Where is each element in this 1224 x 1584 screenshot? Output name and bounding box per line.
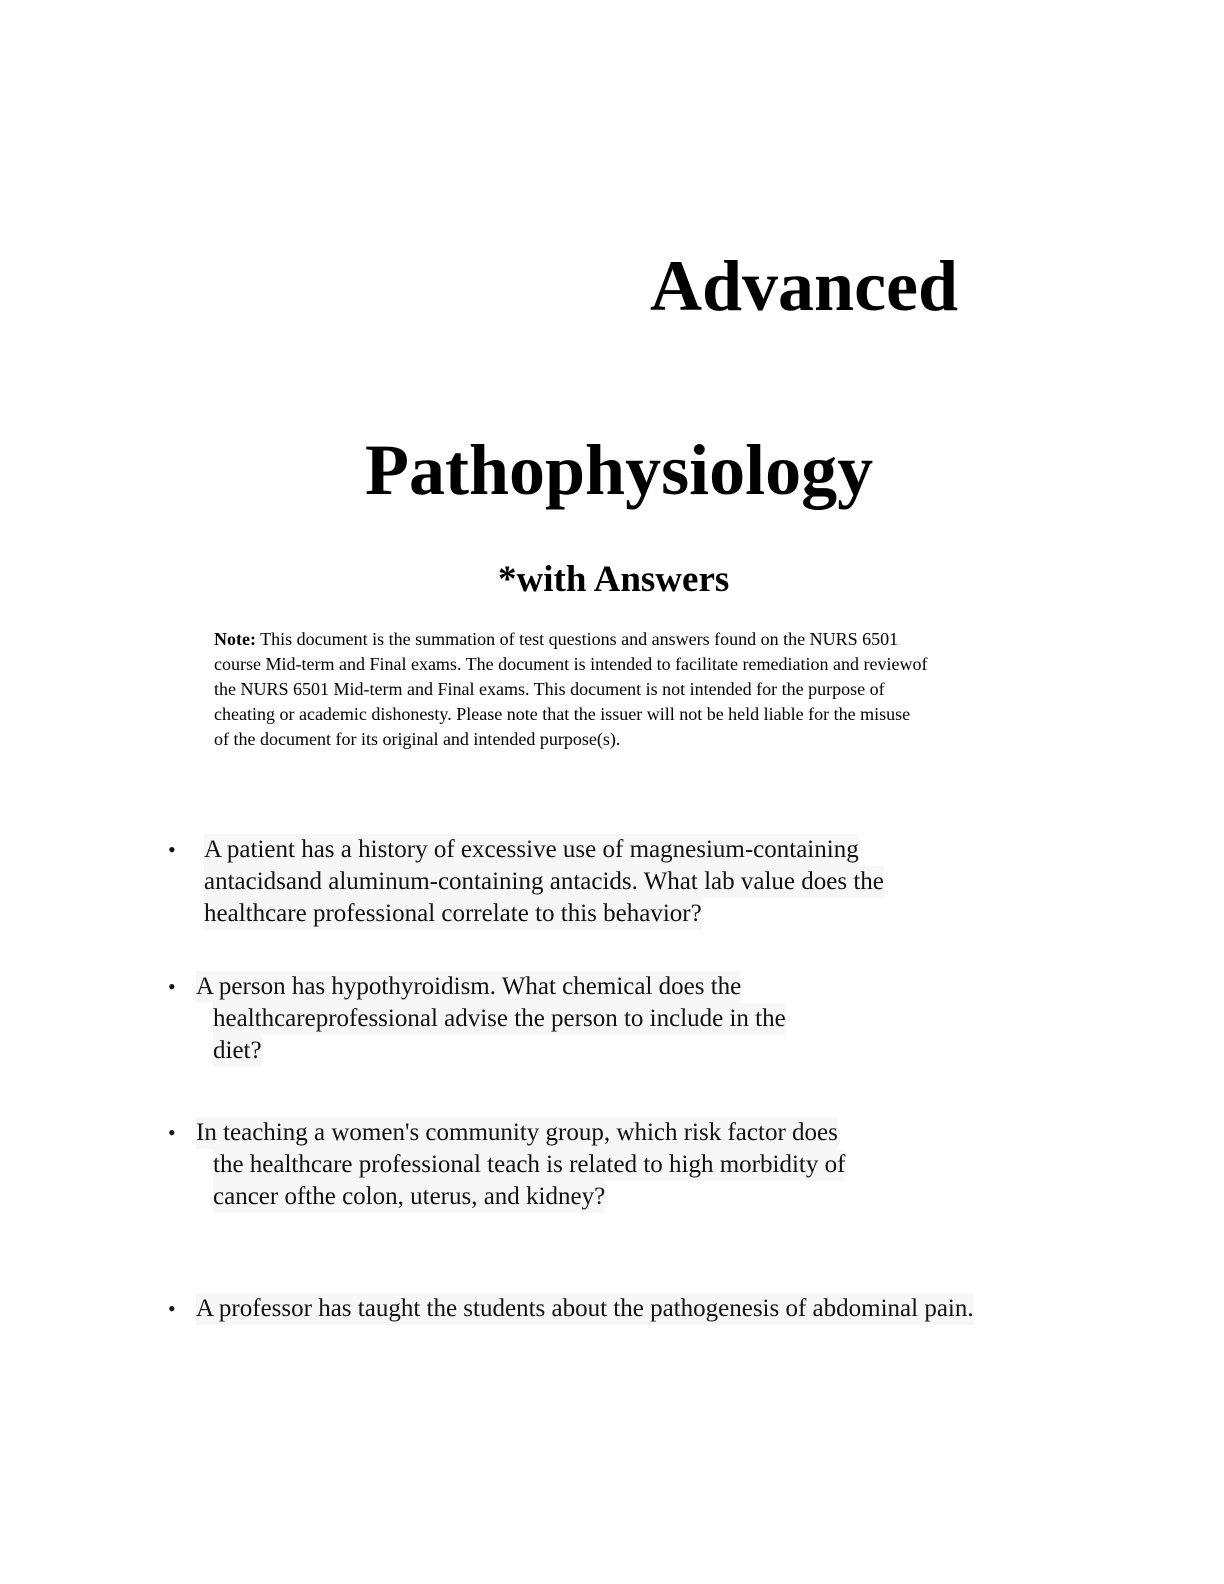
question-line: A patient has a history of excessive use of magnesium-containing	[204, 834, 859, 866]
note-line: of the document for its original and intended purpose(s).	[214, 729, 621, 749]
note-line: cheating or academic dishonesty. Please note that the issuer will not be held liable for the misuse	[214, 704, 911, 724]
question-line: A professor has taught the students about the pathogenesis of abdominal pain.	[196, 1293, 974, 1325]
note-line: course Mid-term and Final exams. The document is intended to facilitate remediation and reviewof	[214, 654, 928, 674]
question-line: healthcare professional correlate to this behavior?	[204, 898, 702, 930]
note-line: the NURS 6501 Mid-term and Final exams. This document is not intended for the purpose of	[214, 679, 885, 699]
question-item-3	[168, 1117, 845, 1213]
page-title-line-2: Pathophysiology	[365, 430, 874, 510]
note-text: This document is the summation of test questions and answers found on the NURS 6501	[255, 629, 899, 649]
question-item-1	[168, 834, 884, 930]
note-label: Note:	[214, 629, 256, 649]
bullet-icon: •	[168, 837, 176, 862]
question-line: cancer ofthe colon, uterus, and kidney?	[213, 1181, 605, 1213]
question-line: the healthcare professional teach is related to high morbidity of	[213, 1149, 845, 1181]
disclaimer-note	[214, 627, 1044, 752]
page-title-line-1: Advanced	[650, 246, 959, 326]
bullet-icon: •	[168, 1120, 176, 1145]
question-line: diet?	[213, 1035, 262, 1067]
question-item-4	[168, 1293, 974, 1325]
bullet-icon: •	[168, 1296, 176, 1321]
question-line: healthcareprofessional advise the person to include in the	[213, 1003, 786, 1035]
question-line: antacidsand aluminum-containing antacids. What lab value does the	[204, 866, 884, 898]
note-line	[214, 627, 1044, 652]
question-line: In teaching a women's community group, which risk factor does	[196, 1117, 838, 1149]
bullet-icon: •	[168, 974, 176, 999]
question-item-2	[168, 971, 786, 1067]
question-line: A person has hypothyroidism. What chemical does the	[196, 971, 741, 1003]
page-subtitle: *with Answers	[498, 559, 730, 600]
